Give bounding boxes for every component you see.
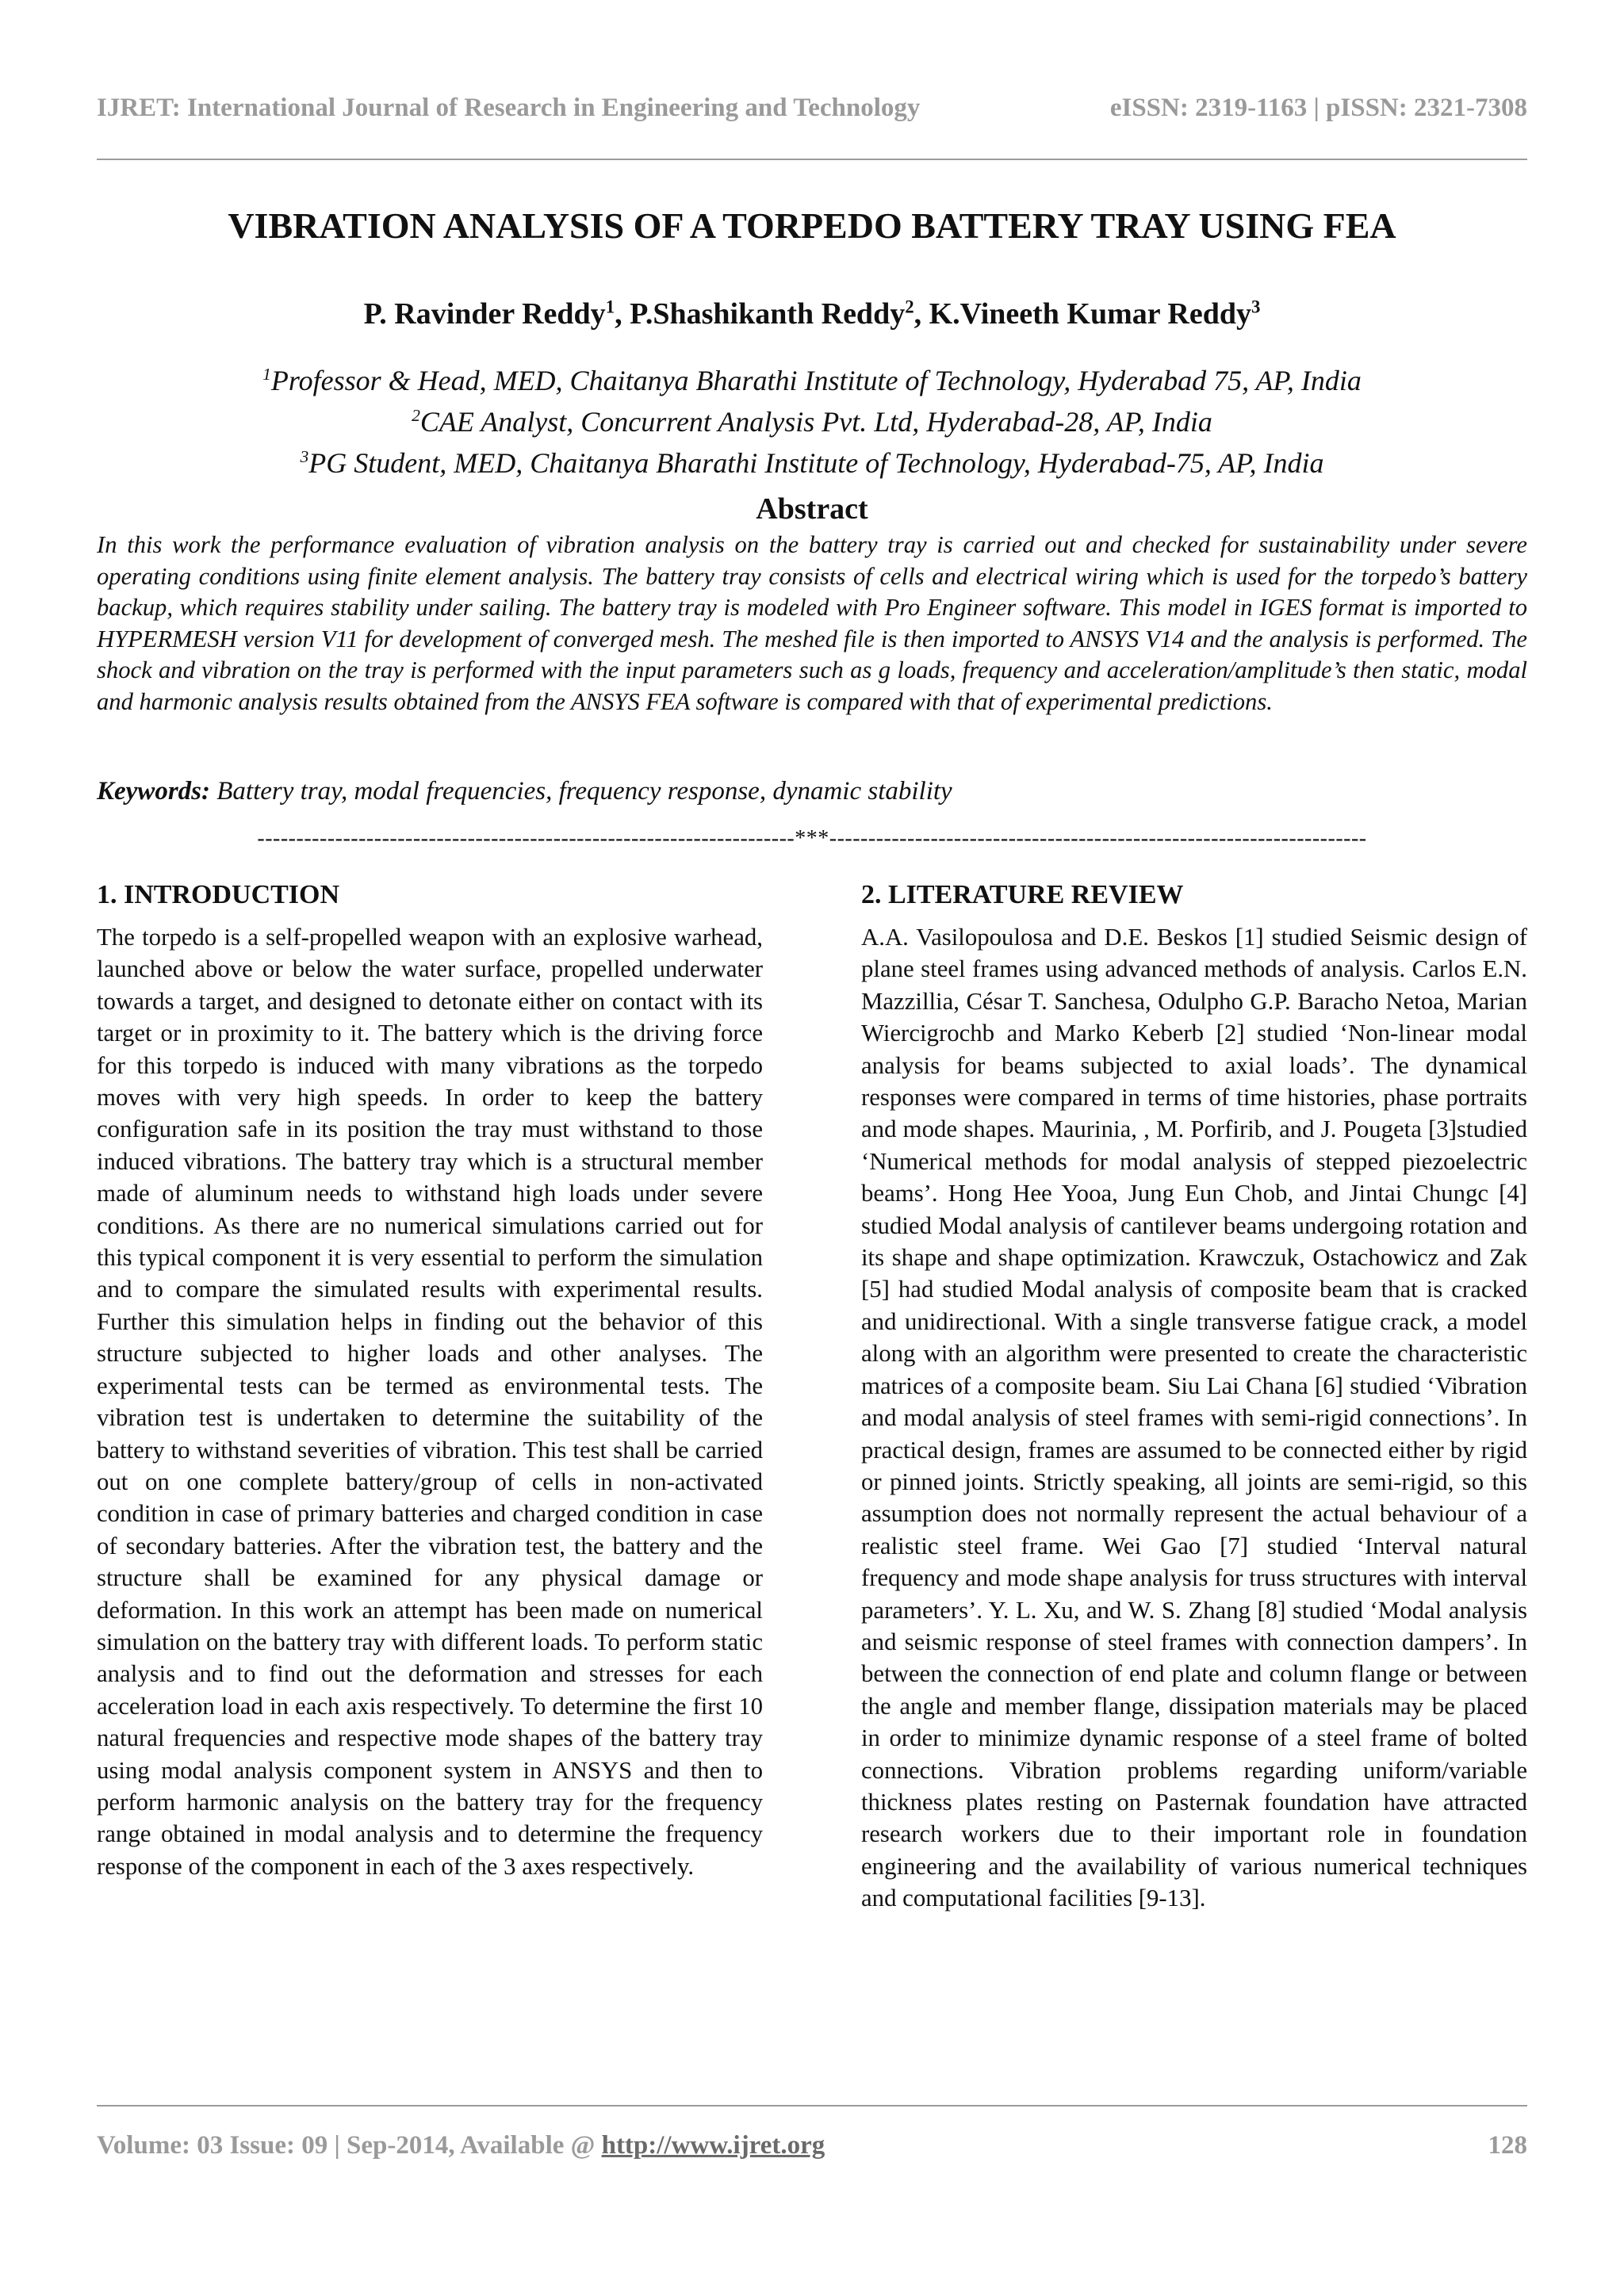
affil-mark: 2 <box>412 406 420 425</box>
author-list <box>0 297 1624 331</box>
affil-text: CAE Analyst, Concurrent Analysis Pvt. Ltd, Hyderabad-28, AP, India <box>419 406 1212 438</box>
footer-divider <box>97 2105 1527 2107</box>
volume-info: Volume: 03 Issue: 09 | Sep-2014, Available @ <box>97 2131 602 2160</box>
affiliation <box>0 398 1624 439</box>
author-name: P.Shashikanth Reddy <box>630 297 906 331</box>
journal-header <box>97 94 1527 123</box>
affil-mark: 3 <box>300 447 309 466</box>
author-affil-mark: 2 <box>905 297 914 317</box>
keywords <box>97 777 1527 806</box>
keywords-text: Battery tray, modal frequencies, frequency response, dynamic stability <box>210 777 952 806</box>
section-heading-literature: 2. LITERATURE REVIEW <box>861 880 1184 909</box>
affil-mark: 1 <box>262 365 271 384</box>
issn: eISSN: 2319-1163 | pISSN: 2321-7308 <box>1109 94 1527 122</box>
section-separator: ---------------------------------------------------------------------***--------------------------------------------------------------------- <box>257 826 1367 851</box>
abstract-heading: Abstract <box>756 492 868 526</box>
footer-volume <box>97 2131 825 2160</box>
journal-link[interactable]: http://www.ijret.org <box>601 2131 825 2160</box>
affiliations <box>0 357 1624 480</box>
affiliation <box>0 357 1624 398</box>
literature-text: A.A. Vasilopoulosa and D.E. Beskos [1] studied Seismic design of plane steel frames using advanced methods of analysis. Carlos E.N. Mazzillia, César T. Sanchesa, Odulpho G.P. Baracho Netoa, Marian Wiercigrochb and Marko Keberb [2] studied ‘Non-linear modal analysis for beams subjected to axial loads’. The dynamical responses were compared in terms of time histories, phase portraits and mode shapes. Maurinia, , M. Porfirib, and J. Pougeta [3]studied ‘Numerical methods for modal analysis of stepped piezoelectric beams’. Hong Hee Yooa, Jung Eun Chob, and Jintai Chungc [4] studied Modal analysis of cantilever beams undergoing rotation and its shape and shape optimization. Krawczuk, Ostachowicz and Zak [5] had studied Modal analysis of composite beam that is cracked and unidirectional. With a single transverse fatigue crack, a model along with an algorithm were presented to create the characteristic matrices of a composite beam. Siu Lai Chana [6] studied ‘Vibration and modal analysis of steel frames with semi-rigid connections’. In practical design, frames are assumed to be connected either by rigid or pinned joints. Strictly speaking, all joints are semi-rigid, so this assumption does not normally represent the actual behaviour of a realistic steel frame. Wei Gao [7] studied ‘Interval natural frequency and mode shape analysis for truss structures with interval parameters’. Y. L. Xu, and W. S. Zhang [8] studied ‘Modal analysis and seismic response of steel frames with connection dampers’. In between the connection of end plate and column flange or between the angle and member flange, dissipation materials may be placed in order to minimize dynamic response of a steel frame of bolted connections. Vibration problems regarding uniform/variable thickness plates resting on Pasternak foundation have attracted research workers due to their important role in foundation engineering and the availability of various numerical techniques and computational facilities [9-13]. <box>861 924 1527 1912</box>
abstract-text: In this work the performance evaluation of vibration analysis on the battery tray is carried out and checked for sustainability under severe operating conditions using finite element analysis. The battery tray consists of cells and electrical wiring which is used for the torpedo’s battery backup, which requires stability under sailing. The battery tray is modeled with Pro Engineer software. This model in IGES format is imported to HYPERMESH version V11 for development of converged mesh. The meshed file is then imported to ANSYS V14 and the analysis is performed. The shock and vibration on the tray is performed with the input parameters such as g loads, frequency and acceleration/amplitude’s then static, modal and harmonic analysis results obtained from the ANSYS FEA software is compared with that of experimental predictions. <box>97 531 1527 715</box>
author-name: P. Ravinder Reddy <box>363 297 606 331</box>
header-divider <box>97 159 1527 160</box>
affiliation <box>0 439 1624 480</box>
page-number: 128 <box>1488 2131 1527 2160</box>
journal-name: IJRET: International Journal of Research in Engineering and Technology <box>97 94 921 122</box>
section-heading-introduction: 1. INTRODUCTION <box>97 880 340 909</box>
paper-title: VIBRATION ANALYSIS OF A TORPEDO BATTERY TRAY USING FEA <box>228 205 1396 246</box>
right-column <box>861 880 1527 1915</box>
left-column <box>97 880 763 1882</box>
author-separator: , <box>615 297 630 331</box>
author-affil-mark: 3 <box>1251 297 1261 317</box>
keywords-label: Keywords: <box>97 777 210 806</box>
author-separator: , <box>914 297 929 331</box>
author-name: K.Vineeth Kumar Reddy <box>929 297 1252 331</box>
affil-text: Professor & Head, MED, Chaitanya Bharathi Institute of Technology, Hyderabad 75, AP, India <box>270 365 1362 396</box>
page-footer <box>97 2131 1527 2160</box>
author-affil-mark: 1 <box>605 297 615 317</box>
introduction-text: The torpedo is a self-propelled weapon with an explosive warhead, launched above or below the water surface, propelled underwater towards a target, and designed to detonate either on contact with its target or in proximity to it. The battery which is the driving force for this torpedo is induced with many vibrations as the torpedo moves with very high speeds. In order to keep the battery configuration safe in its position the tray must withstand to those induced vibrations. The battery tray which is a structural member made of aluminum needs to withstand high loads under severe conditions. As there are no numerical simulations carried out for this typical component it is very essential to perform the simulation and to compare the simulated results with experimental results. Further this simulation helps in finding out the behavior of this structure subjected to higher loads and other analyses. The experimental tests can be termed as environmental tests. The vibration test is undertaken to determine the suitability of the battery to withstand severities of vibration. This test shall be carried out on one complete battery/group of cells in non-activated condition in case of primary batteries and charged condition in case of secondary batteries. After the vibration test, the battery and the structure shall be examined for any physical damage or deformation. In this work an attempt has been made on numerical simulation on the battery tray with different loads. To perform static analysis and to find out the deformation and stresses for each acceleration load in each axis respectively. To determine the first 10 natural frequencies and respective mode shapes of the battery tray using modal analysis component system in ANSYS and then to perform harmonic analysis on the battery tray for the frequency range obtained in modal analysis and to determine the frequency response of the component in each of the 3 axes respectively. <box>97 924 763 1880</box>
affil-text: PG Student, MED, Chaitanya Bharathi Institute of Technology, Hyderabad-75, AP, India <box>308 447 1324 479</box>
